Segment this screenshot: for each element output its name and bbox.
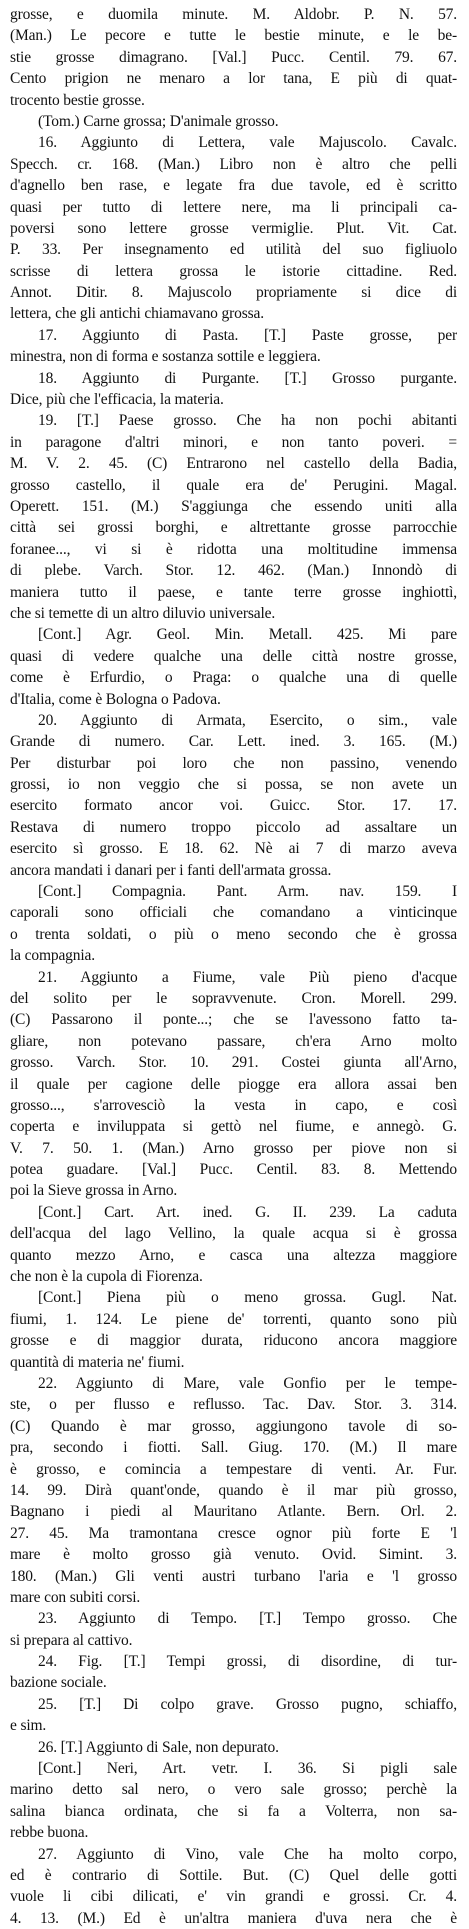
text-line: Operett. 151. (M.) S'aggiunga che essendo uniti alla bbox=[10, 497, 457, 515]
text-line: marino detto sal nero, o vero sale grosso; perchè la bbox=[10, 1781, 457, 1799]
text-line: [Cont.] Agr. Geol. Min. Metall. 425. Mi pare bbox=[38, 626, 457, 644]
text-line: ancora mandati i danari per i fanti dell'armata grossa. bbox=[10, 861, 332, 879]
text-line: grosse, e duomila minute. M. Aldobr. P. N. 57. bbox=[10, 6, 457, 23]
text-line: 22. Aggiunto di Mare, vale Gonfio per le tempe- bbox=[38, 1375, 457, 1392]
text-line: Annot. Ditir. 8. Majuscolo propriamente si dice di bbox=[10, 284, 457, 302]
text-line: grossi, io non veggio che si possa, se non avete un bbox=[10, 776, 457, 794]
text-line: rebbe buona. bbox=[10, 1824, 89, 1842]
text-line: [Cont.] Neri, Art. vetr. I. 36. Si pigli sale bbox=[38, 1760, 457, 1778]
text-line: M. V. 2. 45. (C) Entrarono nel castello della Badia, bbox=[10, 455, 457, 473]
text-line: Per disturbar poi loro che non passino, venendo bbox=[10, 754, 457, 772]
text-line: mare con subiti corsi. bbox=[10, 1588, 141, 1606]
text-line: minestra, non di forma e sostanza sottile e leggiera. bbox=[10, 348, 321, 366]
text-line: grosso..., s'arrovesciò la vesta in capo, e così bbox=[10, 1096, 457, 1114]
text-line: (Man.) Le pecore e tutte le bestie minute, e le be- bbox=[10, 27, 457, 45]
text-line: poversi sono lettere grosse vermiglie. Plut. Vit. Cat. bbox=[10, 219, 457, 237]
text-line: grosse e di maggior durata, riducono ancora maggiore bbox=[10, 1332, 457, 1350]
text-line: di plebe. Varch. Stor. 12. 462. (Man.) Innondò di bbox=[10, 562, 457, 580]
text-line: 17. Aggiunto di Pasta. [T.] Paste grosse, per bbox=[38, 326, 457, 344]
text-line: caporali sono officiali che comandano a vinticinque bbox=[10, 904, 457, 922]
text-line: (C) Passarono il ponte...; che se l'avessono fatto ta- bbox=[10, 1011, 457, 1029]
text-line: Cento prigion ne menaro a lor tana, E più di quat- bbox=[10, 70, 457, 88]
text-line: poi la Sieve grossa in Arno. bbox=[10, 1182, 178, 1200]
text-line: Restava di numero troppo piccolo ad assaltare un bbox=[10, 818, 457, 836]
text-line: grosso castello, il quale era de' Perugini. Magal. bbox=[10, 476, 457, 494]
text-line: coperta e inviluppata si gettò nel fiume, e annegò. G. bbox=[10, 1118, 457, 1136]
text-line: foranee..., vi si è ridotta una moltitudine immensa bbox=[10, 540, 457, 558]
text-line: la compagnia. bbox=[10, 947, 95, 965]
text-line: esercito formato ancor voi. Guicc. Stor. 17. 17. bbox=[10, 797, 457, 815]
text-line: mare è molto grosso già venuto. Ovid. Simint. 3. bbox=[10, 1546, 457, 1564]
text-line: del solito per le sopravvenute. Cron. Morell. 299. bbox=[10, 989, 457, 1007]
text-line: potea guadare. [Val.] Pucc. Centil. 83. 8. Mettendo bbox=[10, 1161, 457, 1179]
text-line: [Cont.] Compagnia. Pant. Arm. nav. 159. I bbox=[38, 883, 457, 901]
text-line: P. 33. Per insegnamento ed utilità del suo figliuolo bbox=[10, 241, 457, 259]
text-line: dell'acqua del lago Vellino, la quale acqua si è grossa bbox=[10, 1225, 457, 1243]
text-line: quantità di materia ne' fiumi. bbox=[10, 1353, 185, 1371]
text-line: quasi per tutto di lettere nere, ma li principali ca- bbox=[10, 198, 457, 216]
text-line: fiumi, 1. 124. Le piene de' torrenti, quanto sono più bbox=[10, 1310, 457, 1328]
text-line: scrisse di lettera grossa le istorie cittadine. Red. bbox=[10, 262, 457, 280]
text-line: grosso. Varch. Stor. 10. 291. Costei giunta all'Arno, bbox=[10, 1054, 457, 1072]
text-line: ed è contrario di Sottile. But. (C) Quel delle gotti bbox=[10, 1866, 457, 1884]
text-line: 180. (Man.) Gli venti austri turbano l'aria e 'l grosso bbox=[10, 1567, 457, 1585]
text-line: 27. 45. Ma tramontana cresce ognor più forte E 'l bbox=[10, 1524, 457, 1542]
text-line: 20. Aggiunto di Armata, Esercito, o sim., vale bbox=[38, 711, 457, 729]
text-line: 18. Aggiunto di Purgante. [T.] Grosso purgante. bbox=[38, 369, 457, 387]
text-line: 14. 99. Dirà quant'onde, quando è il mar più grosso, bbox=[10, 1481, 457, 1499]
text-line: (C) Quando è mar grosso, aggiungono tavole di so- bbox=[10, 1417, 457, 1435]
text-line: è grosso, e comincia a tempestare di venti. Ar. Fur. bbox=[10, 1460, 457, 1478]
text-line: in paragone d'altri minori, e non tanto poveri. = bbox=[10, 433, 457, 451]
text-line: lettera, che gli antichi chiamavano grossa. bbox=[10, 305, 264, 323]
text-line: d'Italia, come è Bologna o Padova. bbox=[10, 690, 221, 708]
text-line: (Tom.) Carne grossa; D'animale grosso. bbox=[38, 112, 279, 130]
text-line: Grande di numero. Car. Lett. ined. 3. 165. (M.) bbox=[10, 733, 457, 751]
text-line: come è Erfurdio, o Praga: o qualche una di quelle bbox=[10, 669, 457, 687]
text-line: salina bianca ordinata, che si fa a Volterra, non sa- bbox=[10, 1802, 457, 1820]
text-line: 25. [T.] Di colpo grave. Grosso pugno, schiaffo, bbox=[38, 1695, 457, 1713]
text-line: bazione sociale. bbox=[10, 1674, 107, 1692]
text-line: maniera tutto il paese, e tante terre grosse inghiottì, bbox=[10, 583, 457, 601]
text-line: quanto mezzo Arno, e casca una altezza maggiore bbox=[10, 1246, 457, 1264]
text-line: Dice, più che l'efficacia, la materia. bbox=[10, 391, 224, 409]
text-line: Specch. cr. 168. (Man.) Libro non è altro che pelli bbox=[10, 155, 457, 173]
text-line: e sim. bbox=[10, 1717, 47, 1735]
text-line: pra, secondo i fiotti. Sall. Giug. 170. (M.) Il mare bbox=[10, 1439, 457, 1457]
text-line: 26. [T.] Aggiunto di Sale, non depurato. bbox=[38, 1738, 279, 1756]
text-line: gliare, non potevano passare, ch'era Arno molto bbox=[10, 1032, 457, 1050]
text-line: o trenta soldati, o più o meno secondo che è grossa bbox=[10, 925, 457, 943]
text-line: d'agnello ben rase, e legate fra due tavole, ed è scritto bbox=[10, 177, 457, 195]
text-line: che si temette di un altro diluvio universale. bbox=[10, 604, 276, 622]
text-line: 16. Aggiunto di Lettera, vale Majuscolo. Cavalc. bbox=[38, 134, 457, 152]
text-line: vuole li cibi dilicati, e' vin grandi e grossi. Cr. 4. bbox=[10, 1888, 457, 1906]
text-line: [Cont.] Cart. Art. ined. G. II. 239. La caduta bbox=[38, 1203, 457, 1221]
text-line: 4. 13. (M.) Ed è un'altra maniera d'uva nera che è bbox=[10, 1909, 457, 1927]
text-line: V. 7. 50. 1. (Man.) Arno grosso per piove non si bbox=[10, 1139, 457, 1157]
text-line: Bagnano i piedi al Mauritano Atlante. Bern. Orl. 2. bbox=[10, 1503, 457, 1521]
text-line: 19. [T.] Paese grosso. Che ha non pochi abitanti bbox=[38, 412, 457, 430]
text-line: ste, o per flusso e reflusso. Tac. Dav. Stor. 3. 314. bbox=[10, 1396, 457, 1414]
text-line: [Cont.] Piena più o meno grossa. Gugl. Nat. bbox=[38, 1289, 457, 1307]
text-line: trocento bestie grosse. bbox=[10, 91, 145, 109]
text-line: 23. Aggiunto di Tempo. [T.] Tempo grosso. Che bbox=[38, 1610, 457, 1628]
text-line: quasi di vedere qualche una delle città nostre grosse, bbox=[10, 647, 457, 665]
text-line: città sei grossi borghi, e altrettante grosse parrocchie bbox=[10, 519, 457, 537]
text-line: stie grosse dimagrano. [Val.] Pucc. Centil. 79. 67. bbox=[10, 48, 457, 66]
text-line: che non è la cupola di Fiorenza. bbox=[10, 1268, 203, 1286]
text-line: 21. Aggiunto a Fiume, vale Più pieno d'acque bbox=[38, 968, 457, 986]
text-line: 24. Fig. [T.] Tempi grossi, di disordine, di tur- bbox=[38, 1653, 457, 1671]
text-line: si prepara al cattivo. bbox=[10, 1631, 133, 1649]
text-line: 27. Aggiunto di Vino, vale Che ha molto corpo, bbox=[38, 1845, 457, 1863]
text-line: il quale per cagione delle piogge era allora assai ben bbox=[10, 1075, 457, 1093]
text-line: esercito sì grosso. E 18. 62. Nè ai 7 di marzo aveva bbox=[10, 840, 457, 858]
